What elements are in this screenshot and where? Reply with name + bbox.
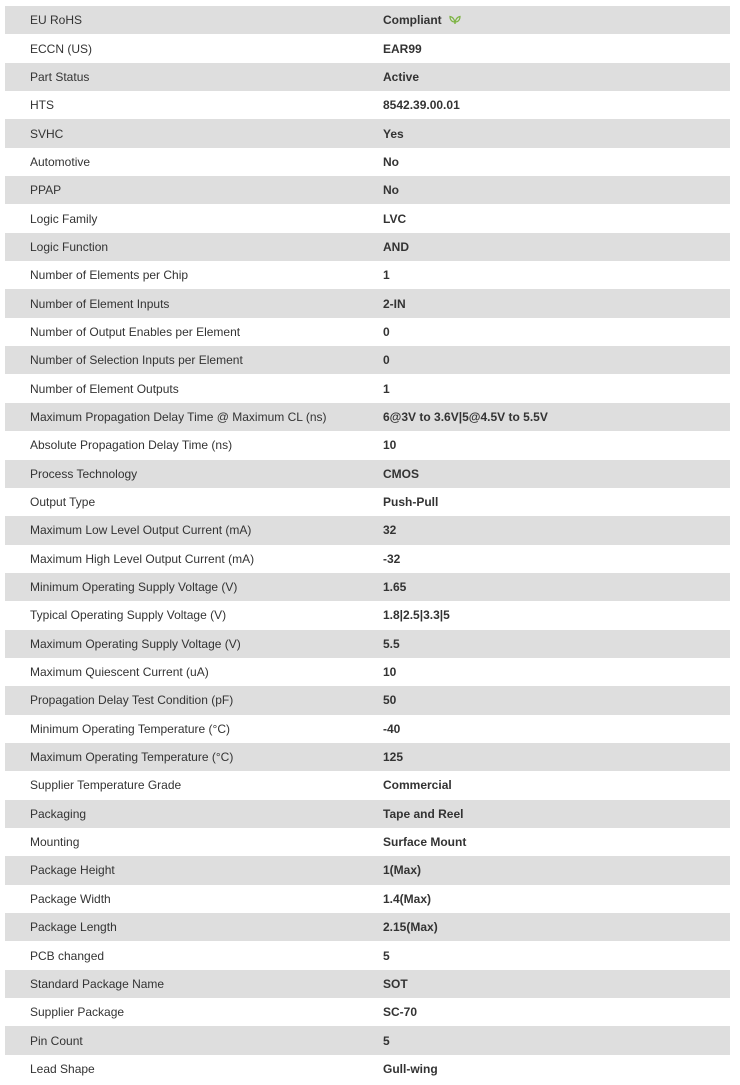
spec-name: Minimum Operating Supply Voltage (V) xyxy=(30,580,238,595)
spec-row xyxy=(5,91,730,119)
spec-value xyxy=(357,212,406,226)
spec-name: Maximum Propagation Delay Time @ Maximum CL (ns) xyxy=(30,409,327,424)
spec-value xyxy=(357,353,390,367)
spec-value-text: 2.15(Max) xyxy=(383,920,438,935)
spec-name: SVHC xyxy=(30,126,64,141)
spec-value xyxy=(357,722,400,736)
spec-row xyxy=(5,176,730,204)
spec-row xyxy=(5,460,730,488)
spec-name: Process Technology xyxy=(30,466,138,481)
spec-value xyxy=(357,495,438,509)
spec-row xyxy=(5,488,730,516)
spec-name: Maximum Low Level Output Current (mA) xyxy=(30,523,252,538)
spec-name: Automotive xyxy=(30,154,91,169)
spec-row xyxy=(5,119,730,147)
spec-name: Output Type xyxy=(30,495,96,510)
spec-name: ECCN (US) xyxy=(30,41,92,56)
spec-name: Pin Count xyxy=(30,1033,83,1048)
spec-value-text: 10 xyxy=(383,665,397,680)
spec-row xyxy=(5,318,730,346)
spec-value-text: 5 xyxy=(383,948,390,963)
spec-name: Part Status xyxy=(30,69,90,84)
spec-name: EU RoHS xyxy=(30,13,83,28)
spec-value xyxy=(357,325,390,339)
spec-name: Number of Selection Inputs per Element xyxy=(30,353,243,368)
spec-value xyxy=(357,523,396,537)
spec-value xyxy=(357,268,390,282)
spec-value xyxy=(357,892,431,906)
spec-name: Minimum Operating Temperature (°C) xyxy=(30,721,230,736)
spec-name: Lead Shape xyxy=(30,1061,95,1076)
spec-value-text: Compliant xyxy=(383,13,442,28)
spec-row xyxy=(5,34,730,62)
spec-value-text: Surface Mount xyxy=(383,835,467,850)
spec-value-text: 1(Max) xyxy=(383,863,422,878)
spec-value xyxy=(357,183,399,197)
spec-value-text: Active xyxy=(383,69,420,84)
spec-value-text: CMOS xyxy=(383,466,419,481)
spec-name: Maximum Operating Supply Voltage (V) xyxy=(30,636,241,651)
spec-value xyxy=(357,467,419,481)
spec-value xyxy=(357,240,409,254)
spec-value xyxy=(357,98,460,112)
spec-value xyxy=(357,949,390,963)
spec-value-text: SC-70 xyxy=(383,1005,418,1020)
spec-row xyxy=(5,828,730,856)
spec-value-text: 1.4(Max) xyxy=(383,891,432,906)
spec-name: Logic Function xyxy=(30,239,109,254)
spec-value-text: 0 xyxy=(383,353,390,368)
spec-value xyxy=(357,1034,390,1048)
spec-value xyxy=(357,863,421,877)
spec-name: Number of Elements per Chip xyxy=(30,268,189,283)
spec-name: PPAP xyxy=(30,183,62,198)
spec-value-text: 0 xyxy=(383,324,390,339)
spec-row xyxy=(5,233,730,261)
spec-value-text: SOT xyxy=(383,976,408,991)
spec-value xyxy=(357,807,463,821)
spec-row xyxy=(5,374,730,402)
spec-name: Packaging xyxy=(30,806,87,821)
spec-name: Absolute Propagation Delay Time (ns) xyxy=(30,438,233,453)
spec-row xyxy=(5,403,730,431)
spec-value-text: 5 xyxy=(383,1033,390,1048)
spec-row xyxy=(5,63,730,91)
spec-value-text: 1.65 xyxy=(383,580,407,595)
spec-value-text: 1 xyxy=(383,381,390,396)
spec-value-text: 10 xyxy=(383,438,397,453)
spec-value-text: 50 xyxy=(383,693,397,708)
spec-row xyxy=(5,658,730,686)
spec-value xyxy=(357,13,461,27)
spec-value xyxy=(357,410,548,424)
spec-row xyxy=(5,1055,730,1083)
spec-name: Maximum High Level Output Current (mA) xyxy=(30,551,255,566)
spec-value xyxy=(357,552,400,566)
spec-value-text: Tape and Reel xyxy=(383,806,464,821)
spec-row xyxy=(5,941,730,969)
spec-value xyxy=(357,127,404,141)
spec-value xyxy=(357,977,408,991)
spec-value xyxy=(357,1005,417,1019)
spec-value xyxy=(357,438,396,452)
spec-value-text: Gull-wing xyxy=(383,1061,438,1076)
spec-value xyxy=(357,835,466,849)
spec-value-text: 5.5 xyxy=(383,636,400,651)
spec-row xyxy=(5,800,730,828)
spec-value xyxy=(357,580,406,594)
spec-row xyxy=(5,771,730,799)
spec-value xyxy=(357,920,438,934)
spec-value-text: -32 xyxy=(383,551,401,566)
spec-value xyxy=(357,665,396,679)
spec-value-text: 1.8|2.5|3.3|5 xyxy=(383,608,450,623)
spec-value-text: 125 xyxy=(383,750,404,765)
spec-name: Supplier Package xyxy=(30,1005,125,1020)
spec-value xyxy=(357,693,396,707)
spec-value-text: AND xyxy=(383,239,409,254)
spec-row xyxy=(5,545,730,573)
spec-name: Propagation Delay Test Condition (pF) xyxy=(30,693,234,708)
spec-name: PCB changed xyxy=(30,948,105,963)
spec-row xyxy=(5,204,730,232)
spec-value xyxy=(357,42,422,56)
spec-row xyxy=(5,346,730,374)
spec-row xyxy=(5,289,730,317)
spec-name: Supplier Temperature Grade xyxy=(30,778,182,793)
spec-value-text: Push-Pull xyxy=(383,495,439,510)
spec-value-text: Yes xyxy=(383,126,404,141)
spec-row xyxy=(5,573,730,601)
spec-value-text: LVC xyxy=(383,211,407,226)
leaf-icon xyxy=(449,15,461,25)
spec-name: HTS xyxy=(30,98,54,113)
spec-name: Number of Element Inputs xyxy=(30,296,170,311)
spec-value-text: EAR99 xyxy=(383,41,422,56)
spec-row xyxy=(5,431,730,459)
spec-name: Maximum Quiescent Current (uA) xyxy=(30,665,209,680)
spec-row xyxy=(5,686,730,714)
spec-row xyxy=(5,630,730,658)
spec-row xyxy=(5,715,730,743)
spec-value-text: No xyxy=(383,154,399,169)
spec-row xyxy=(5,856,730,884)
spec-name: Typical Operating Supply Voltage (V) xyxy=(30,608,227,623)
spec-name: Package Height xyxy=(30,863,115,878)
spec-name: Standard Package Name xyxy=(30,976,165,991)
spec-row xyxy=(5,885,730,913)
spec-name: Number of Element Outputs xyxy=(30,381,179,396)
spec-value xyxy=(357,382,390,396)
spec-value xyxy=(357,608,450,622)
spec-value xyxy=(357,1062,438,1076)
spec-value-text: -40 xyxy=(383,721,401,736)
spec-row xyxy=(5,516,730,544)
spec-value xyxy=(357,297,406,311)
spec-table xyxy=(5,6,730,1083)
spec-row xyxy=(5,913,730,941)
spec-name: Package Width xyxy=(30,891,111,906)
spec-row xyxy=(5,998,730,1026)
spec-name: Maximum Operating Temperature (°C) xyxy=(30,750,234,765)
spec-row xyxy=(5,970,730,998)
spec-row xyxy=(5,6,730,34)
spec-value xyxy=(357,70,419,84)
spec-name: Mounting xyxy=(30,835,80,850)
spec-row xyxy=(5,601,730,629)
spec-value-text: 8542.39.00.01 xyxy=(383,98,460,113)
spec-name: Package Length xyxy=(30,920,117,935)
spec-value xyxy=(357,778,452,792)
spec-value xyxy=(357,637,400,651)
spec-value xyxy=(357,155,399,169)
spec-value-text: 32 xyxy=(383,523,397,538)
spec-name: Logic Family xyxy=(30,211,98,226)
spec-row xyxy=(5,261,730,289)
spec-value-text: Commercial xyxy=(383,778,452,793)
spec-value-text: 2-IN xyxy=(383,296,406,311)
spec-row xyxy=(5,148,730,176)
spec-row xyxy=(5,1026,730,1054)
spec-value-text: No xyxy=(383,183,399,198)
spec-value-text: 6@3V to 3.6V|5@4.5V to 5.5V xyxy=(383,409,548,424)
spec-value-text: 1 xyxy=(383,268,390,283)
spec-name: Number of Output Enables per Element xyxy=(30,324,241,339)
spec-value xyxy=(357,750,403,764)
spec-row xyxy=(5,743,730,771)
